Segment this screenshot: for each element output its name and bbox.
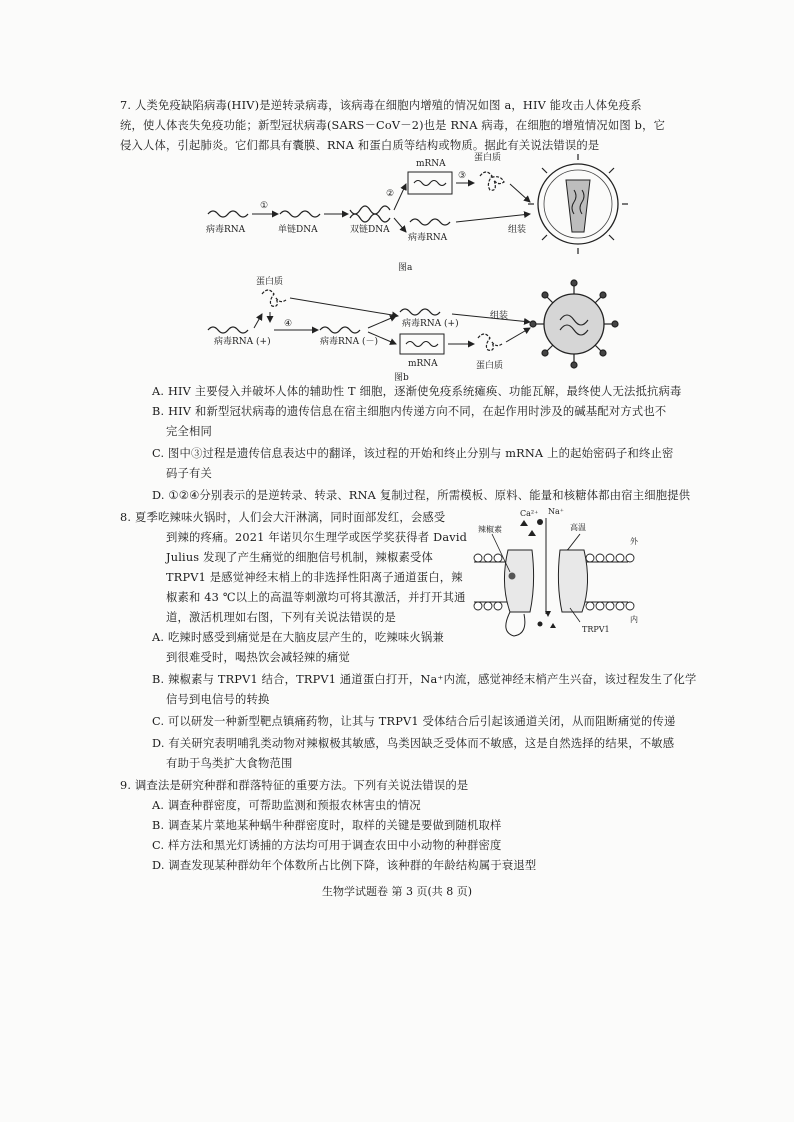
- fig-a-virus-rna2-label: 病毒RNA: [408, 233, 448, 243]
- capsaicin-binding-site: [509, 573, 516, 580]
- page-footer: 生物学试题卷 第 3 页(共 8 页): [321, 885, 473, 898]
- q8-stem-line-6: 道，激活机理如右图，下列有关说法错误的是: [166, 611, 396, 624]
- fig-a-protein-label: 蛋白质: [474, 153, 502, 163]
- outside-label: 外: [630, 537, 638, 546]
- q8-option-d: D. 有关研究表明哺乳类动物对辣椒极其敏感，鸟类因缺乏受体而不敏感，这是自然选择的结果，不敏感: [152, 737, 675, 750]
- q8-stem-line-4: TRPV1 是感觉神经末梢上的非选择性阳离子通道蛋白，辣: [166, 571, 463, 584]
- fig-a-virus-rna-label: 病毒RNA: [206, 225, 246, 235]
- arrow-protein-to-replication: [290, 298, 398, 316]
- fig-b-protein-top-label: 蛋白质: [256, 277, 284, 287]
- q7-option-b-cont: 完全相同: [166, 425, 212, 438]
- fig-b-virus-rna-plus-label: 病毒RNA (+): [214, 337, 271, 347]
- q9-option-c: C. 样方法和黑光灯诱捕的方法均可用于调查农田中小动物的种群密度: [152, 839, 502, 852]
- protein-shape: [480, 172, 504, 190]
- arrow-protein-assemble: [510, 184, 530, 202]
- arrow-rna-to-protein: [254, 314, 262, 328]
- figure-b-sarscov2-replication: [190, 272, 630, 382]
- fig-b-caption: 图b: [394, 373, 409, 382]
- fig-b-virus-rna-plus2-label: 病毒RNA (+): [402, 319, 459, 329]
- q7-stem-line-2: 统，使人体丧失免疫功能；新型冠状病毒(SARS－CoV－2)也是 RNA 病毒，在细胞的增殖情况如图 b，它: [120, 119, 666, 132]
- single-dna-strand: [280, 211, 320, 217]
- arrow-rna-assemble: [456, 214, 530, 222]
- q8-option-c: C. 可以研发一种新型靶点镇痛药物，让其与 TRPV1 受体结合后引起该通道关闭，从而阻断痛觉的传递: [152, 715, 676, 728]
- protein-bottom-shape: [478, 334, 502, 350]
- protein-top-shape: [262, 290, 286, 306]
- fig-a-mrna-label: mRNA: [416, 159, 446, 169]
- cell-membrane: [474, 554, 634, 610]
- double-dna-strand-1: [350, 206, 390, 214]
- fig-a-step3: ③: [458, 171, 467, 181]
- heat-arrow: [566, 534, 580, 552]
- virus-rna-minus-strand: [320, 327, 360, 333]
- q7-stem-line-1: 7. 人类免疫缺陷病毒(HIV)是逆转录病毒，该病毒在细胞内增殖的情况如图 a，HIV 能攻击人体免疫系: [120, 99, 642, 112]
- fig-a-assemble-label: 组装: [508, 225, 527, 235]
- virus-rna-plus-strand: [208, 327, 248, 333]
- q7-option-c-cont: 码子有关: [166, 467, 212, 480]
- ion-triangle: [520, 520, 528, 526]
- q8-option-a-cont: 到很难受时，喝热饮会减轻辣的痛觉: [166, 651, 350, 664]
- trpv1-subunit-left: [504, 550, 533, 612]
- fig-b-virus-rna-minus-label: 病毒RNA (－): [320, 337, 379, 347]
- virus-rna-copy: [410, 219, 450, 225]
- virus-rna-plus-copy: [400, 309, 440, 315]
- fig-a-step2: ②: [386, 189, 395, 199]
- q9-option-b: B. 调查某片菜地某种蜗牛种群密度时，取样的关键是要做到随机取样: [152, 819, 502, 832]
- trpv1-subunit-right: [558, 550, 587, 612]
- ion-dot-inside: [538, 622, 543, 627]
- arrow-to-mrna: [394, 184, 406, 210]
- ion-triangle-inside: [550, 623, 556, 628]
- heat-label: 高温: [570, 523, 586, 532]
- arrow-to-virus-rna: [394, 218, 406, 232]
- virus-rna-strand: [208, 211, 248, 217]
- mrna-strand-b: [406, 342, 438, 347]
- fig-b-protein-bottom-label: 蛋白质: [476, 361, 504, 371]
- ion-dot: [537, 519, 543, 525]
- fig-a-single-dna-label: 单链DNA: [278, 225, 318, 235]
- q9-option-d: D. 调查发现某种群幼年个体数所占比例下降，该种群的年龄结构属于衰退型: [152, 859, 537, 872]
- fig-a-step1: ①: [260, 201, 269, 211]
- na-ion-label: Na⁺: [548, 507, 564, 516]
- q8-option-b: B. 辣椒素与 TRPV1 结合，TRPV1 通道蛋白打开，Na⁺内流，感觉神经末梢产生兴奋，该过程发生了化学: [152, 673, 697, 686]
- q8-option-d-cont: 有助于鸟类扩大食物范围: [166, 757, 293, 770]
- q7-option-a: A. HIV 主要侵入并破坏人体的辅助性 T 细胞，逐渐使免疫系统瘫痪、功能瓦解，最终使人无法抵抗病毒: [152, 385, 682, 398]
- arrow-to-rna-plus: [368, 316, 396, 328]
- trpv1-label: TRPV1: [582, 625, 610, 634]
- q8-stem-line-3: Julius 发现了产生痛觉的细胞信号机制，辣椒素受体: [166, 551, 434, 564]
- double-dna-strand-2: [350, 214, 390, 222]
- fig-b-mrna-label: mRNA: [408, 359, 438, 369]
- q9-stem: 9. 调查法是研究种群和群落特征的重要方法。下列有关说法错误的是: [120, 779, 469, 792]
- figure-a-hiv-replication: [190, 152, 630, 274]
- q7-option-d: D. ①②④分别表示的是逆转录、转录、RNA 复制过程，所需模板、原料、能量和核糖体都由宿主细胞提供: [152, 489, 691, 502]
- inside-label: 内: [630, 615, 638, 624]
- fig-a-caption: 图a: [398, 263, 413, 273]
- trpv1-tail: [506, 612, 525, 636]
- q8-stem-line-2: 到辣的疼痛。2021 年诺贝尔生理学或医学奖获得者 David: [166, 531, 468, 544]
- q7-stem-line-3: 侵入人体，引起肺炎。它们都具有囊膜、RNA 和蛋白质等结构或物质。据此有关说法错误的是: [120, 139, 600, 152]
- coronavirus-icon: [530, 280, 618, 368]
- q7-option-c: C. 图中③过程是遗传信息表达中的翻译，该过程的开始和终止分别与 mRNA 上的起始密码子和终止密: [152, 447, 674, 460]
- q9-option-a: A. 调查种群密度，可帮助监测和预报农林害虫的情况: [152, 799, 421, 812]
- fig-b-assemble-label: 组装: [490, 311, 509, 321]
- q8-stem-line-1: 8. 夏季吃辣味火锅时，人们会大汗淋漓，同时面部发红，会感受: [120, 511, 446, 524]
- q8-stem-line-5: 椒素和 43 ℃以上的高温等刺激均可将其激活，并打开其通: [166, 591, 466, 604]
- arrow-protein-assemble-b: [506, 328, 530, 342]
- fig-a-double-dna-label: 双链DNA: [350, 225, 390, 235]
- q8-option-a: A. 吃辣时感受到痛觉是在大脑皮层产生的，吃辣味火锅兼: [152, 631, 444, 644]
- fig-b-step4: ④: [284, 319, 293, 329]
- hiv-virion-icon: [528, 154, 628, 254]
- ion-triangle: [528, 530, 536, 536]
- capsaicin-label: 辣椒素: [478, 525, 502, 534]
- ca-ion-label: Ca²⁺: [520, 509, 539, 518]
- q8-option-b-cont: 信号到电信号的转换: [166, 693, 270, 706]
- figure-trpv1-channel: [470, 504, 650, 644]
- q7-option-b: B. HIV 和新型冠状病毒的遗传信息在宿主细胞内传递方向不同，在起作用时涉及的碱基配对方式也不: [152, 405, 667, 418]
- mrna-strand: [414, 181, 446, 186]
